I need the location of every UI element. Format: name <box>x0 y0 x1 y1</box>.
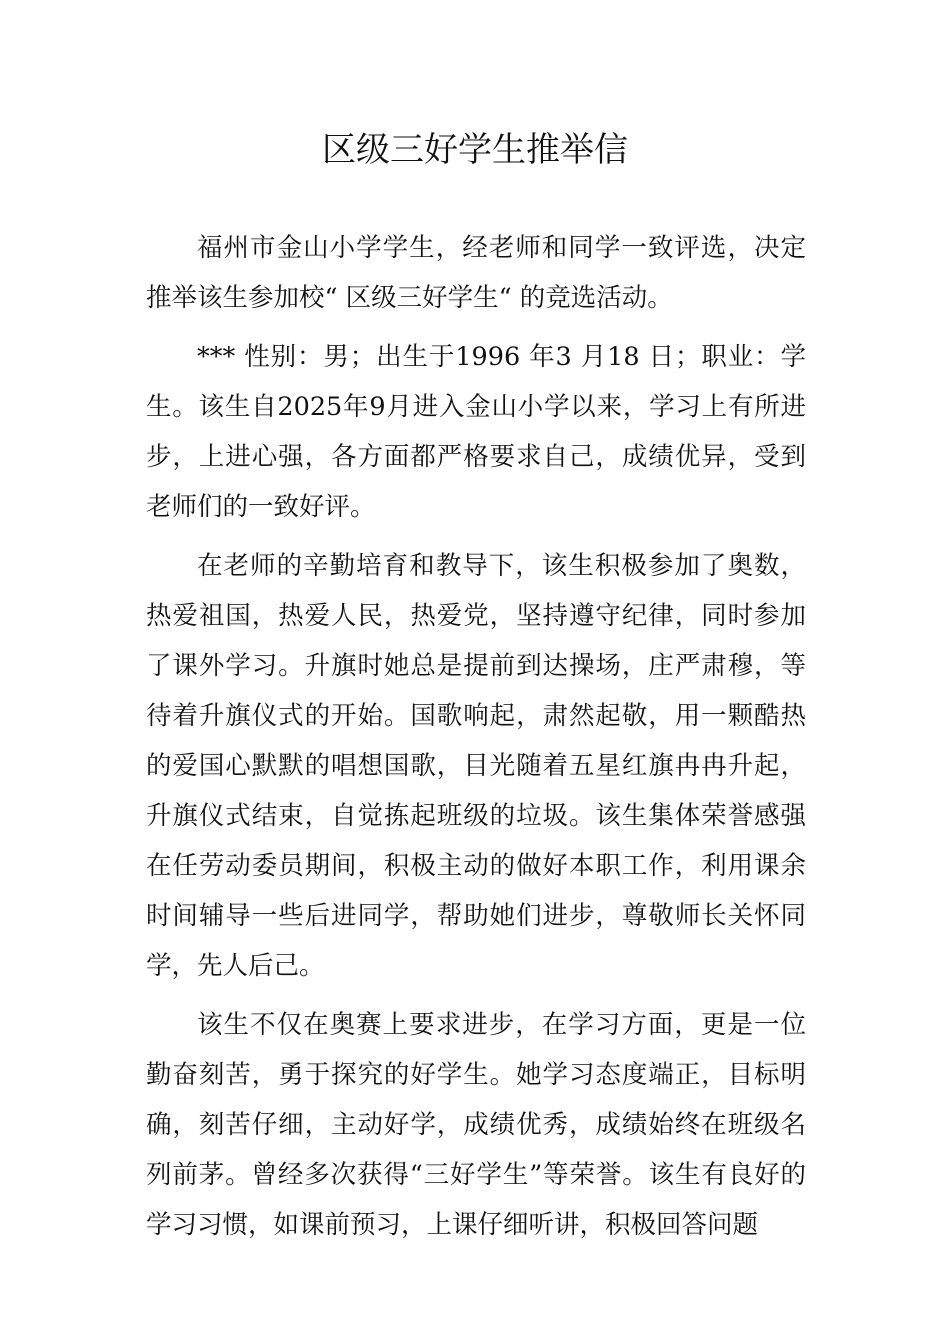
paragraph-study: 该生不仅在奥赛上要求进步，在学习方面，更是一位勤奋刻苦，勇于探究的好学生。她学习态度端正，目标明确，刻苦仔细，主动好学，成绩优秀，成绩始终在班级名列前茅。曾经多次获得“三好学生”等荣誉。该生有良好的学习习惯，如课前预习，上课仔细听讲，积极回答问题 <box>146 1010 806 1240</box>
paragraph-intro: 福州市金山小学学生，经老师和同学一致评选，决定推举该生参加校“ 区级三好学生“ 的竞选活动。 <box>146 233 806 313</box>
document-title: 区级三好学生推举信 <box>322 130 628 170</box>
letter-body <box>146 223 806 1250</box>
paragraph-conduct: 在老师的辛勤培育和教导下，该生积极参加了奥数，热爱祖国，热爱人民，热爱党，坚持遵守纪律，同时参加了课外学习。升旗时她总是提前到达操场，庄严肃穆，等待着升旗仪式的开始。国歌响起，肃然起敬，用一颗酷热的爱国心默默的唱想国歌，目光随着五星红旗冉冉升起，升旗仪式结束，自觉拣起班级的垃圾。该生集体荣誉感强在任劳动委员期间，积极主动的做好本职工作，利用课余时间辅导一些后进同学，帮助她们进步，尊敬师长关怀同学，先人后己。 <box>146 551 806 981</box>
paragraph-student-info: *** 性别：男；出生于1996 年3 月18 日；职业：学生。该生自2025年9月进入金山小学以来，学习上有所进步，上进心强，各方面都严格要求自己，成绩优异，受到老师们的一致好评。 <box>146 342 806 522</box>
